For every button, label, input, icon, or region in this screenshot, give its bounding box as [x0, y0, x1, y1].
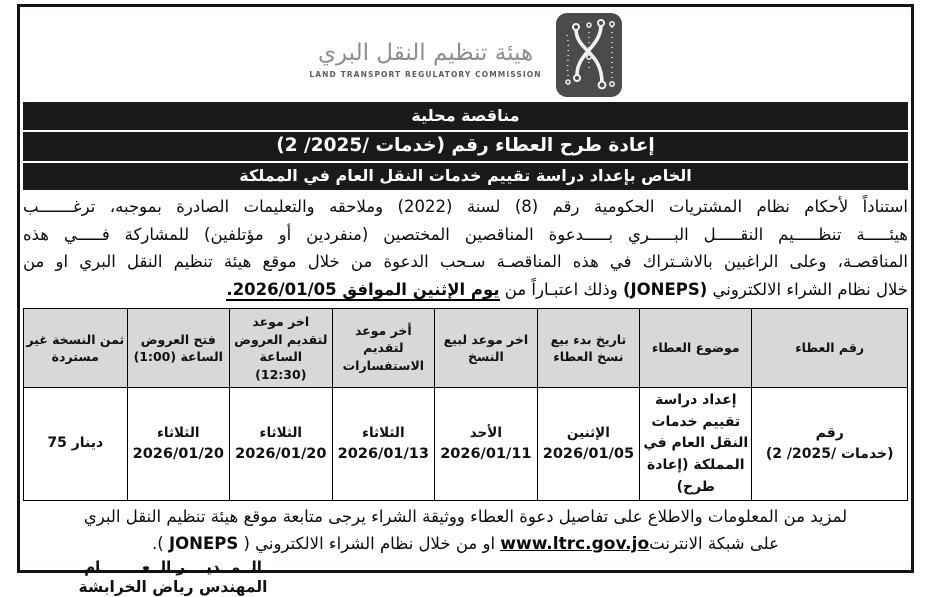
copy-price-value: 75 دينار — [47, 435, 104, 452]
footer-note — [23, 504, 908, 557]
copy-sale-end-day: الأحد — [469, 424, 502, 441]
cell-offers-opening — [127, 388, 230, 501]
offers-opening-day: الثلاثاء — [157, 424, 200, 441]
column-header-copy-price: ثمن النسخة غير مستردة — [24, 309, 128, 388]
intro-line-4-text-b: وذلك اعتبـاراً من — [499, 279, 623, 299]
banner-subject: الخاص بإعداد دراسة تقييم خدمات النقل العام في المملكة — [23, 163, 908, 190]
cell-offers-deadline — [230, 388, 333, 501]
cell-copy-price — [24, 388, 128, 501]
footer-line-2-prefix: على شبكة الانترنت — [649, 533, 779, 553]
intro-line-4 — [23, 276, 908, 304]
copy-sale-start-day: الإثنين — [566, 424, 610, 441]
tender-announcement-document — [17, 4, 914, 597]
intro-line-1: استناداً لأحكام نظام المشتريات الحكومية رقم (8) لسنة (2022) وملاحقه والتعليمات الصادرة بموجبه، ترغـــــــب — [23, 197, 908, 216]
column-header-copy-sale-end: اخر موعد لبيع النسخ — [435, 309, 538, 388]
inquiries-deadline-date: 2026/01/13 — [337, 446, 429, 463]
logo-text-block — [309, 40, 541, 78]
cell-tender-number — [752, 388, 908, 501]
tender-number-label: رقم — [815, 424, 844, 441]
cell-copy-sale-end — [435, 388, 538, 501]
banner-local-tender: مناقصة محلية — [23, 102, 908, 130]
copy-sale-start-date: 2026/01/05 — [542, 446, 635, 463]
footer-note-line-2 — [23, 531, 908, 558]
intro-line-4-text-a: خلال نظام الشراء الالكتروني — [707, 279, 908, 299]
column-header-tender-number: رقم العطاء — [752, 309, 908, 388]
inquiries-deadline-day: الثلاثاء — [362, 424, 405, 441]
banner-retender-label: إعادة طرح العطاء رقم — [451, 135, 655, 156]
footer-line-2-end: ). — [152, 533, 169, 553]
intro-line-3: المناقصـة، وعلى الراغبين بالاشـتراك في هذه المناقصـة سـحب الدعوة من خلال موقع هيئة تنظيم النقل البري او من — [23, 252, 908, 271]
tender-table — [23, 308, 908, 501]
signature-title: الــمــديــــر الــعــــــــام — [84, 558, 262, 577]
intro-line-2: هيئـــــة تنظـــــيم النقـــــل البـــــري بـــــدعوة المناقصين المختصين (منفردين أو مؤتلفين) للمشاركة فـــــي هذه — [23, 224, 908, 244]
logo-arabic-title: هيئة تنظيم النقل البري — [317, 40, 534, 67]
column-header-copy-sale-start: تاريخ بدء بيع نسخ العطاء — [537, 309, 640, 388]
column-header-offers-opening: فتح العروض الساعة (1:00) — [127, 309, 230, 388]
transit-routes-icon — [556, 13, 622, 97]
column-header-inquiries-deadline: أخر موعد لتقديم الاستفسارات — [332, 309, 435, 388]
tender-start-date: يوم الإثنين الموافق 2026/01/05. — [226, 279, 500, 299]
signature-block — [48, 558, 298, 597]
tender-number-value: (2 /2025/ خدمات) — [765, 446, 894, 463]
table-header-row — [24, 309, 908, 388]
offers-deadline-date: 2026/01/20 — [235, 446, 327, 463]
offers-opening-date: 2026/01/20 — [132, 446, 224, 463]
cell-inquiries-deadline — [332, 388, 435, 501]
signature-name: المهندس رياض الخرابشة — [78, 578, 268, 597]
cell-subject: إعداد دراسة تقييم خدمات النقل العام في المملكة (إعادة طرح) — [640, 388, 752, 501]
ltrc-logo — [556, 13, 622, 101]
masthead — [23, 7, 908, 102]
column-header-subject: موضوع العطاء — [640, 309, 752, 388]
banner-retender-title — [23, 132, 908, 161]
footer-note-line-1: لمزيد من المعلومات والاطلاع على تفاصيل دعوة العطاء ووثيقة الشراء يرجى متابعة موقع هيئة تنظيم النقل البري — [83, 507, 848, 527]
footer-line-2-mid: او من خلال نظام الشراء الالكتروني ( — [238, 533, 501, 553]
cell-copy-sale-start — [537, 388, 640, 501]
website-link[interactable]: www.ltrc.gov.jo — [500, 533, 650, 554]
intro-paragraph — [23, 193, 908, 303]
banner-retender-number: (2 /2025/ خدمات) — [276, 135, 445, 156]
copy-sale-end-date: 2026/01/11 — [440, 446, 532, 463]
column-header-offers-deadline: اخر موعد لتقديم العروض الساعة (12:30) — [230, 309, 333, 388]
logo-english-title: LAND TRANSPORT REGULATORY COMMISSION — [309, 69, 542, 79]
offers-deadline-day: الثلاثاء — [259, 424, 303, 441]
table-row — [24, 388, 908, 501]
joneps-footer-label: JONEPS — [168, 533, 239, 553]
joneps-label: (JONEPS) — [622, 279, 708, 299]
